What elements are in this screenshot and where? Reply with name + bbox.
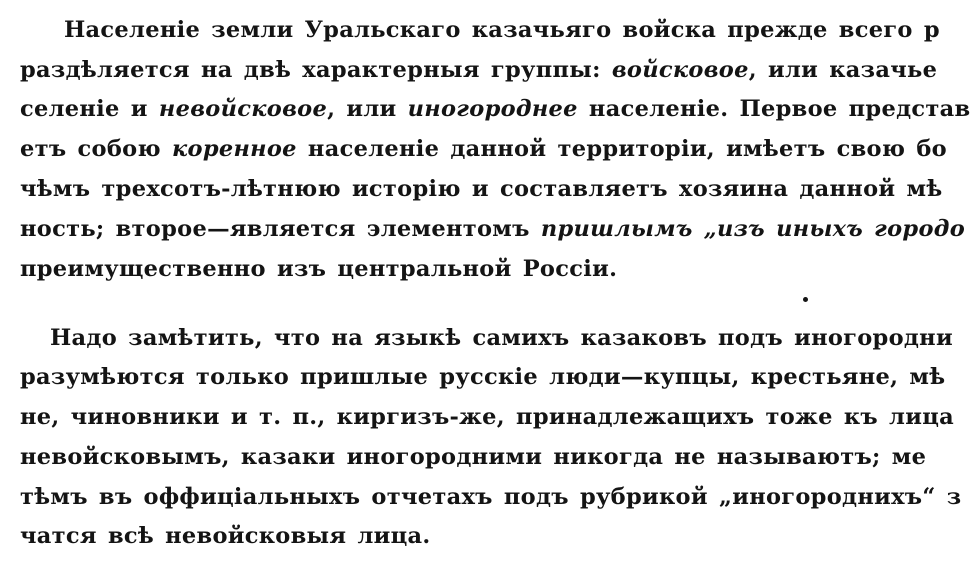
line-8-text: Надо замѣтить, что на языкѣ самихъ казаковъ подъ иногородни <box>50 325 953 351</box>
line-4-italic-term: коренное <box>171 136 297 162</box>
line-7-text: преимущественно изъ центральной Россіи. <box>20 256 618 282</box>
text-line-5 <box>20 174 942 204</box>
text-line-12 <box>20 482 961 512</box>
line-2-text-c: , или казачье <box>748 57 938 83</box>
text-line-3 <box>20 94 970 124</box>
text-line-8 <box>50 323 953 353</box>
line-4-text-a: етъ собою <box>20 136 172 162</box>
text-line-1 <box>64 15 940 45</box>
text-line-9 <box>20 362 945 392</box>
line-3-italic-term-2: иногороднее <box>407 96 578 122</box>
text-line-7 <box>20 254 617 284</box>
line-6-italic-term: пришлымъ „изъ иныхъ городо <box>540 216 966 242</box>
line-10-text: не, чиновники и т. п., киргизъ-же, принадлежащихъ тоже къ лица <box>20 404 955 430</box>
line-3-text-a: селеніе и <box>20 96 159 122</box>
line-12-text: тѣмъ въ оффиціальныхъ отчетахъ подъ рубрикой „иногороднихъ“ з <box>20 484 962 510</box>
text-line-4 <box>20 134 947 164</box>
line-9-text: разумѣются только пришлые русскіе люди—купцы, крестьяне, мѣ <box>20 364 946 390</box>
line-2-italic-term: войсковое <box>611 57 749 83</box>
line-3-italic-term-1: невойсковое <box>158 96 328 122</box>
text-line-13 <box>20 521 431 551</box>
line-13-text: чатся всѣ невойсковыя лица. <box>20 523 431 549</box>
line-2-text-a: раздѣляется на двѣ характерныя группы: <box>20 57 612 83</box>
line-6-text-a: ность; второе—является элементомъ <box>20 216 541 242</box>
ink-speck <box>803 297 808 302</box>
text-line-6 <box>20 214 965 244</box>
text-line-11 <box>20 442 926 472</box>
text-line-2 <box>20 55 937 85</box>
text-line-10 <box>20 402 954 432</box>
line-4-text-c: населеніе данной территоріи, имѣетъ свою бо <box>296 136 947 162</box>
line-5-text: чѣмъ трехсотъ-лѣтнюю исторію и составляетъ хозяина данной мѣ <box>20 176 943 202</box>
line-3-text-c: , или <box>327 96 408 122</box>
line-3-text-e: населеніе. Первое представ <box>577 96 970 122</box>
line-1-text: Населеніе земли Уральскаго казачьяго войска прежде всего р <box>64 17 940 43</box>
line-11-text: невойсковымъ, казаки иногородними никогда не называютъ; ме <box>20 444 927 470</box>
